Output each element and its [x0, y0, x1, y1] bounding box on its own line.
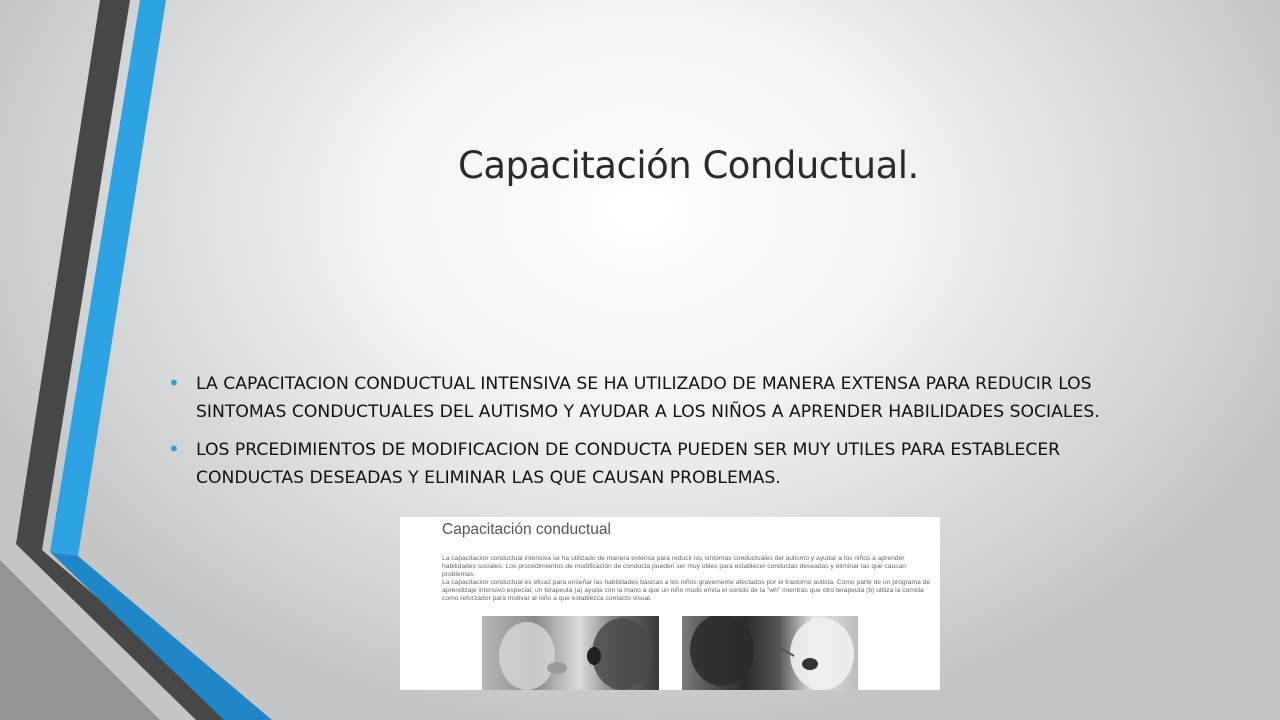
bullet-item [168, 370, 1168, 426]
figure-paragraph: La capacitación conductual es eficaz para enseñar las habilidades básicas a los niños gravemente afectados por el trastorno autista. Como parte de un programa de aprendizaje intensivo especial, un terapeuta (a) ayuda con la mano a que un niño mudo emita el sonido de la "wh" mientras que otro terapeuta (b) utiliza la comida como reforzador para motivar al niño a que establezca contacto visual. [442, 579, 931, 603]
bullet-text: LA CAPACITACION CONDUCTUAL INTENSIVA SE HA UTILIZADO DE MANERA EXTENSA PARA REDUCIR LOS SINTOMAS CONDUCTUALES DEL AUTISMO Y AYUDAR A LOS NIÑOS A APRENDER HABILIDADES SOCIALES. [196, 374, 1100, 422]
embedded-figure [400, 517, 940, 690]
figure-title: Capacitación conductual [442, 521, 611, 538]
bullet-dot-icon: • [168, 437, 180, 461]
slide-title: Capacitación Conductual. [458, 144, 919, 187]
figure-text [442, 555, 932, 604]
therapy-photo-a [482, 616, 659, 690]
bullet-item [168, 436, 1168, 492]
figure-paragraph: La capacitación conductual intensiva se ha utilizado de manera extensa para reducir los síntomas conductuales del autismo y ayudar a los niños a aprender habilidades sociales. Los procedimientos de modificación de conducta pueden ser muy útiles para establecer conductas deseadas y eliminar las que causan problemas. [442, 555, 906, 579]
bullet-list [168, 370, 1168, 502]
therapy-photo-b [682, 616, 858, 690]
bullet-dot-icon: • [168, 371, 180, 395]
bullet-text: LOS PRCEDIMIENTOS DE MODIFICACION DE CONDUCTA PUEDEN SER MUY UTILES PARA ESTABLECER CONDUCTAS DESEADAS Y ELIMINAR LAS QUE CAUSAN PROBLEMAS. [196, 440, 1061, 488]
